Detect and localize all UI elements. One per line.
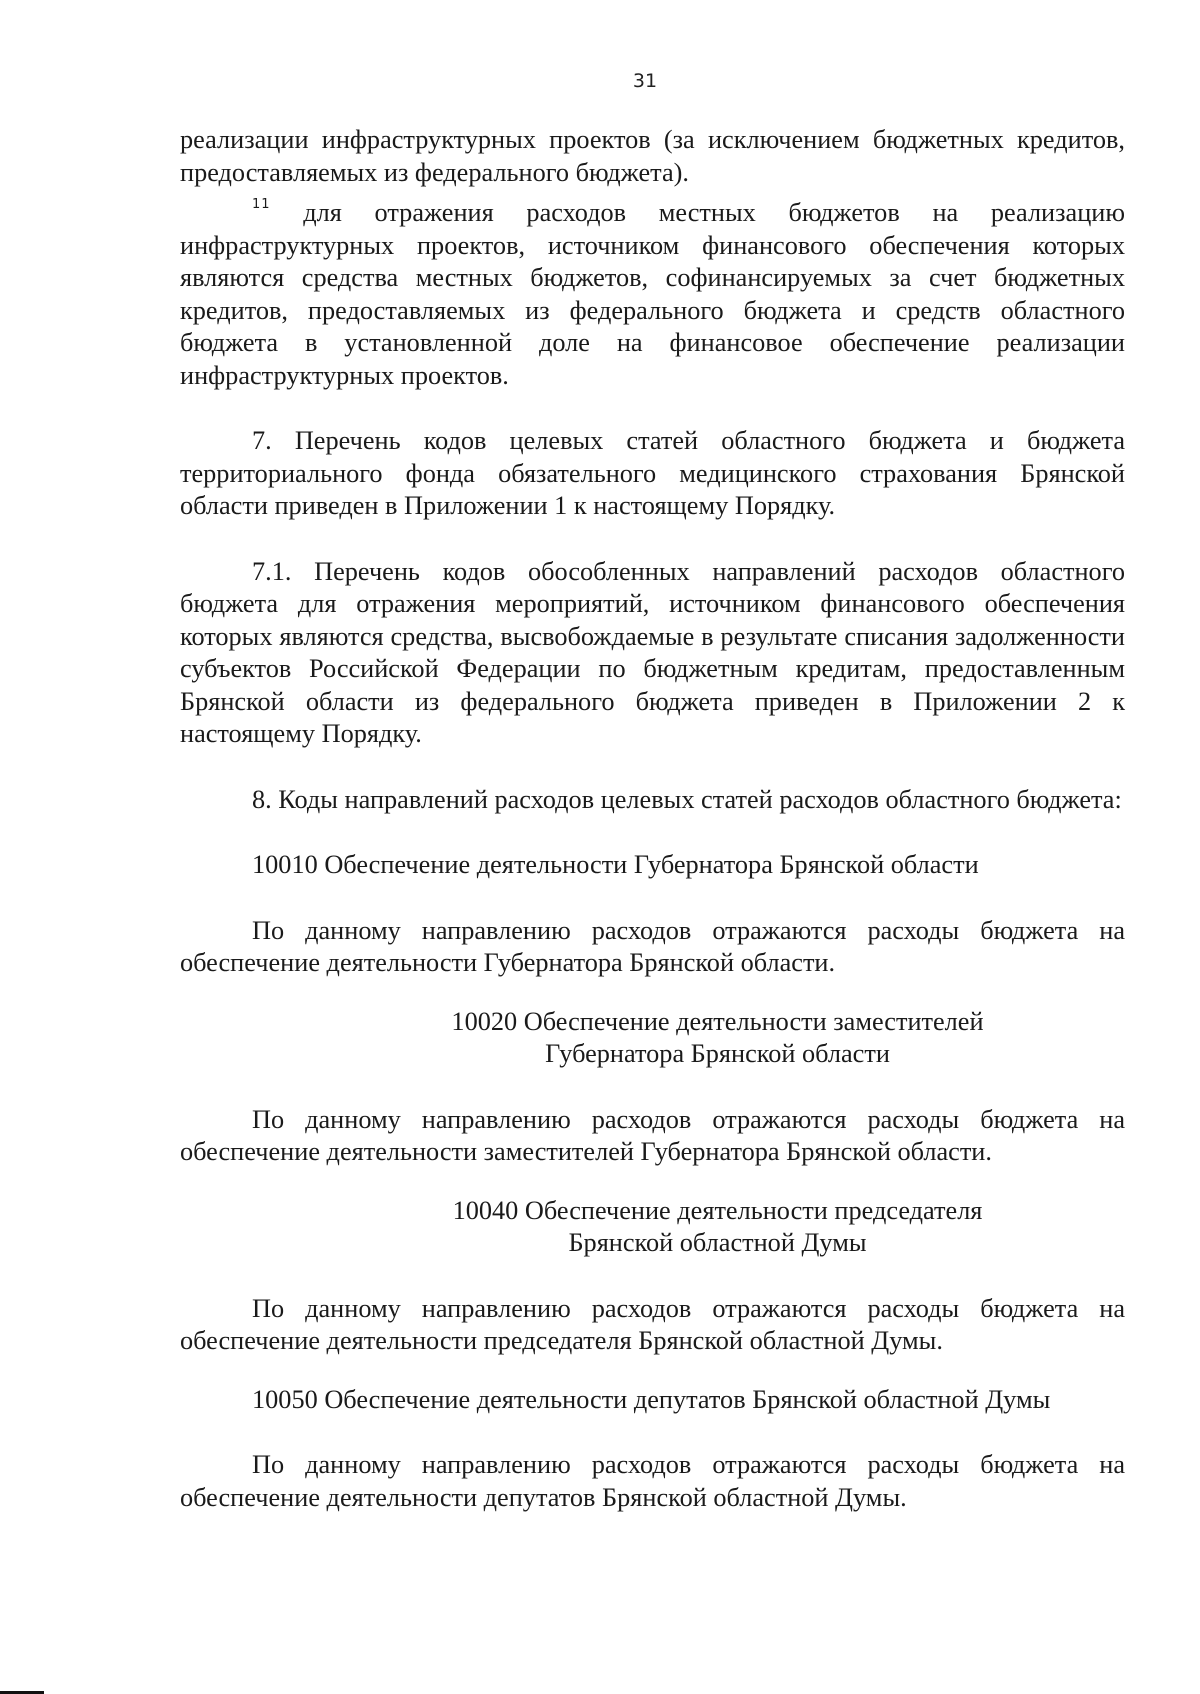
paragraph-item-11-text: для отражения расходов местных бюджетов на реализацию инфраструктурных проектов, источником финансового обеспечения которых являются средства местных бюджетов, софинансируемых за счет бюджетных кредитов, предоставляемых из федерального бюджета и средств областного бюджета в установленной доле на финансовое обеспечение реализации инфраструктурных проектов.	[180, 198, 1125, 390]
code-heading-10040-line1: 10040 Обеспечение деятельности председателя	[452, 1195, 983, 1225]
code-heading-10020-line1: 10020 Обеспечение деятельности заместителей	[451, 1006, 984, 1036]
document-body	[180, 124, 1125, 1514]
code-description-10040: По данному направлению расходов отражаются расходы бюджета на обеспечение деятельности председателя Брянской областной Думы.	[180, 1293, 1125, 1355]
code-description-10050: По данному направлению расходов отражаются расходы бюджета на обеспечение деятельности депутатов Брянской областной Думы.	[180, 1450, 1125, 1512]
code-heading-10050: 10050 Обеспечение деятельности депутатов Брянской областной Думы	[252, 1384, 1051, 1414]
code-heading-10020-line2: Губернатора Брянской области	[545, 1039, 890, 1068]
code-heading-10010: 10010 Обеспечение деятельности Губернатора Брянской области	[252, 850, 979, 879]
paragraph-7: 7. Перечень кодов целевых статей областного бюджета и бюджета территориального фонда обязательного медицинского страхования Брянской области приведен в Приложении 1 к настоящему Порядку.	[180, 426, 1125, 520]
code-description-10020: По данному направлению расходов отражаются расходы бюджета на обеспечение деятельности заместителей Губернатора Брянской области.	[180, 1104, 1125, 1166]
code-heading-10040-line2: Брянской областной Думы	[568, 1228, 867, 1257]
item-marker: 11	[252, 197, 271, 212]
paragraph-7-1: 7.1. Перечень кодов обособленных направлений расходов областного бюджета для отражения мероприятий, источником финансового обеспечения которых являются средства, высвобождаемые в результате списания задолженности субъектов Российской Федерации по бюджетным кредитам, предоставленным Брянской области из федерального бюджета приведен в Приложении 2 к настоящему Порядку.	[180, 556, 1125, 748]
paragraph-8: 8. Коды направлений расходов целевых статей расходов областного бюджета:	[252, 784, 1122, 814]
page-number: 31	[632, 70, 658, 92]
paragraph-item-11	[180, 189, 1125, 392]
code-description-10010: По данному направлению расходов отражаются расходы бюджета на обеспечение деятельности Губернатора Брянской области.	[180, 915, 1125, 977]
paragraph-continuation: реализации инфраструктурных проектов (за исключением бюджетных кредитов, предоставляемых из федерального бюджета).	[180, 125, 1125, 187]
